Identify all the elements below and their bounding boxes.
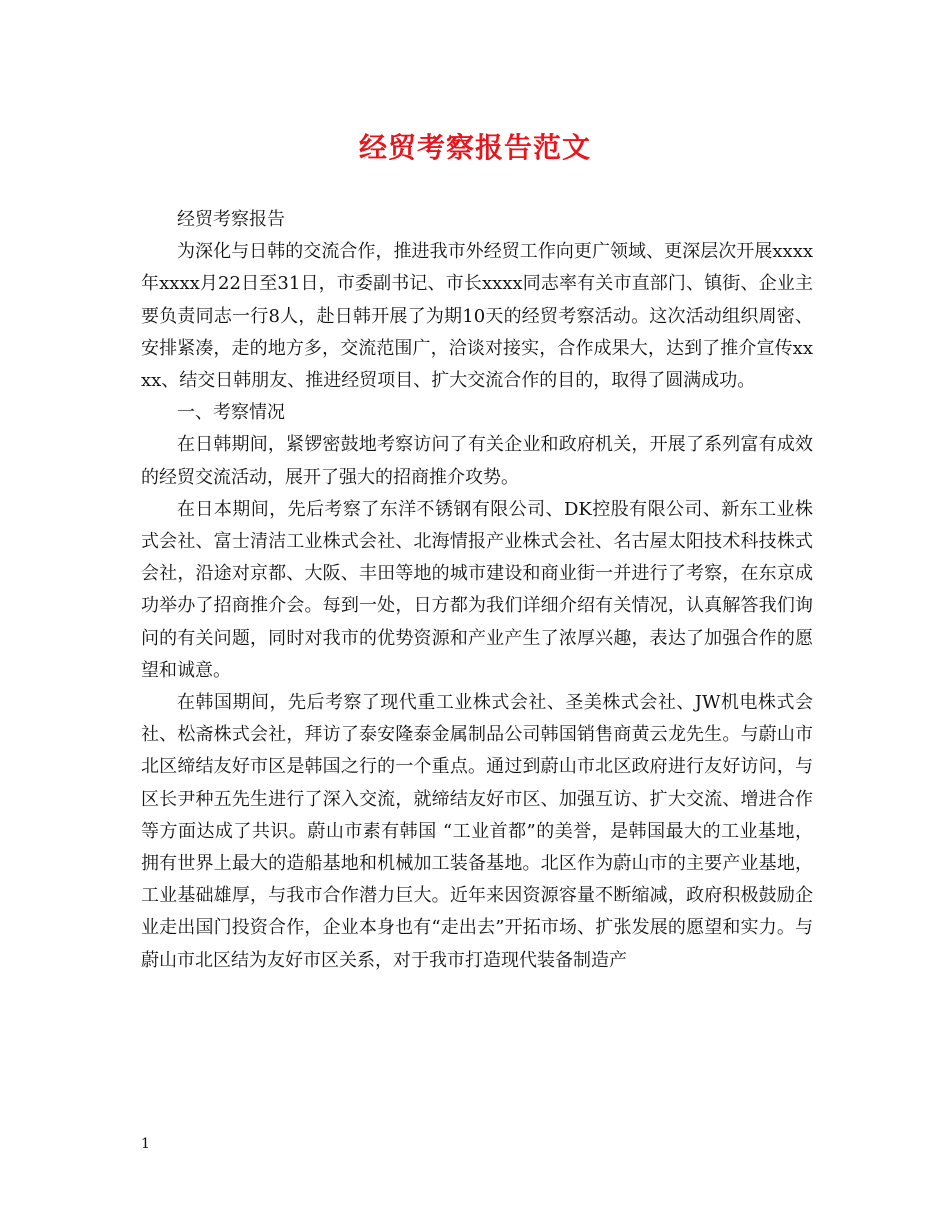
paragraph-overview: 在日韩期间，紧锣密鼓地考察访问了有关企业和政府机关，开展了系列富有成效的经贸交流活动，展开了强大的招商推介攻势。 xyxy=(141,434,813,488)
document-title: 经贸考察报告范文 xyxy=(358,131,591,164)
document-body xyxy=(141,204,813,977)
paragraph-intro: 为深化与日韩的交流合作，推进我市外经贸工作向更广领域、更深层次开展xxxx年xxxx月22日至31日，市委副书记、市长xxxx同志率有关市直部门、镇街、企业主要负责同志一行8人，赴日韩开展了为期10天的经贸考察活动。这次活动组织周密、安排紧凑，走的地方多，交流范围广，洽谈对接实，合作成果大，达到了推介宣传xxxx、结交日韩朋友、推进经贸项目、扩大交流合作的目的，取得了圆满成功。 xyxy=(141,241,813,392)
paragraph-japan: 在日本期间，先后考察了东洋不锈钢有限公司、DK控股有限公司、新东工业株式会社、富士清洁工业株式会社、北海情报产业株式会社、名古屋太阳技术科技株式会社，沿途对京都、大阪、丰田等地的城市建设和商业街一并进行了考察，在东京成功举办了招商推介会。每到一处，日方都为我们详细介绍有关情况，认真解答我们询问的有关问题，同时对我市的优势资源和产业产生了浓厚兴趣，表达了加强合作的愿望和诚意。 xyxy=(141,498,813,681)
section-heading: 一、考察情况 xyxy=(177,402,285,424)
paragraph-korea: 在韩国期间，先后考察了现代重工业株式会社、圣美株式会社、JW机电株式会社、松斋株式会社，拜访了泰安隆泰金属制品公司韩国销售商黄云龙先生。与蔚山市北区缔结友好市区是韩国之行的一个重点。通过到蔚山市北区政府进行友好访问，与区长尹种五先生进行了深入交流，就缔结友好市区、加强互访、扩大交流、增进合作等方面达成了共识。蔚山市素有韩国 “工业首都”的美誉，是韩国最大的工业基地，拥有世界上最大的造船基地和机械加工装备基地。北区作为蔚山市的主要产业基地，工业基础雄厚，与我市合作潜力巨大。近年来因资源容量不断缩减，政府积极鼓励企业走出国门投资合作，企业本身也有“走出去”开拓市场、扩张发展的愿望和实力。与蔚山市北区结为友好市区关系，对于我市打造现代装备制造产 xyxy=(141,692,813,971)
paragraph-heading: 经贸考察报告 xyxy=(177,209,285,230)
page-number: 1 xyxy=(141,1136,150,1152)
